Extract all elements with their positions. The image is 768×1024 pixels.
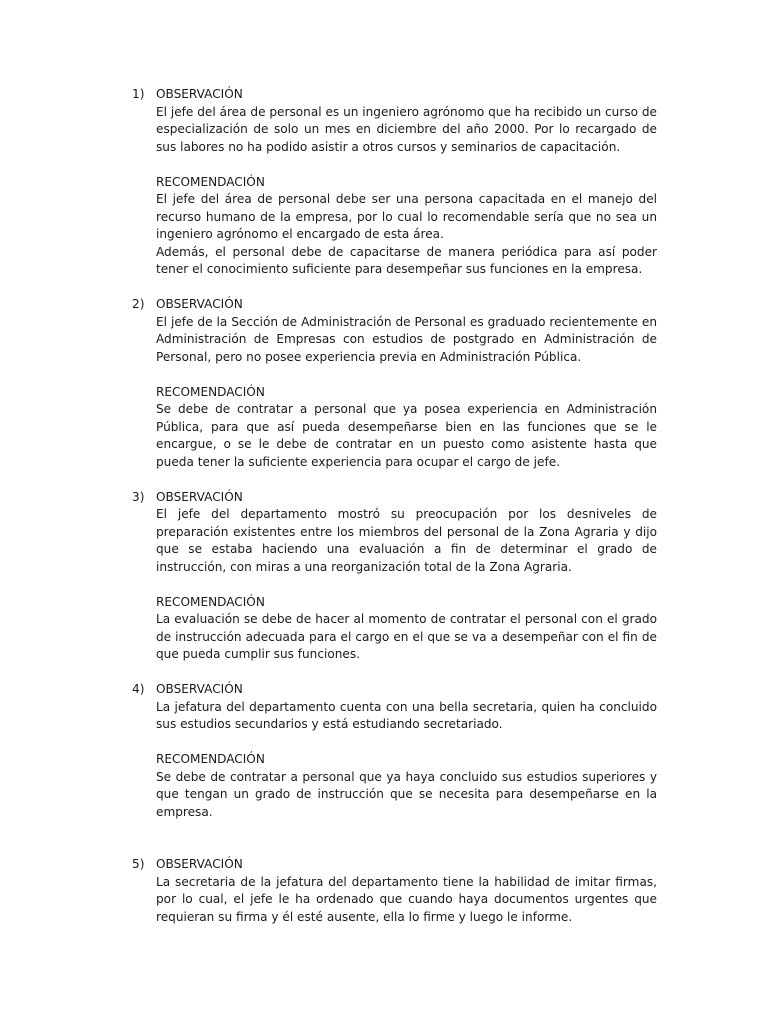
observation-heading: OBSERVACIÓN — [156, 87, 243, 101]
recommendation-heading: RECOMENDACIÓN — [156, 384, 265, 399]
recommendation-text: La evaluación se debe de hacer al momento de contratar el personal con el grado de instrucción adecuada para el cargo en el que se va a desempeñar con el fin de que pueda cumplir sus funciones. — [156, 612, 657, 661]
observation-heading: OBSERVACIÓN — [156, 489, 243, 504]
recommendation-text: El jefe del área de personal debe ser una persona capacitada en el manejo del recurso humano de la empresa, por lo cual lo recomendable sería que no sea un ingeniero agrónomo el encargado de esta área. — [156, 192, 657, 241]
observation-heading: OBSERVACIÓN — [156, 297, 243, 311]
item-number: 2) — [132, 297, 145, 311]
item-number: 1) — [132, 87, 145, 101]
recommendation-text: Se debe de contratar a personal que ya posea experiencia en Administración Pública, para que así pueda desempeñarse bien en las funciones que se le encargue, o se le debe de contratar en un puesto como asistente hasta que pueda tener la suficiente experiencia para ocupar el cargo de jefe. — [156, 402, 657, 469]
list-item-3 — [132, 489, 657, 664]
observation-text: La jefatura del departamento cuenta con una bella secretaria, quien ha concluido sus estudios secundarios y está estudiando secretariado. — [156, 699, 657, 731]
observation-text: El jefe del departamento mostró su preocupación por los desniveles de preparación existentes entre los miembros del personal de la Zona Agraria y dijo que se estaba haciendo una evaluación a fin de determinar el grado de instrucción, con miras a una reorganización total de la Zona Agraria. — [156, 507, 657, 574]
recommendation-text: Se debe de contratar a personal que ya haya concluido sus estudios superiores y que tengan un grado de instrucción que se necesita para desempeñarse en la empresa. — [156, 769, 657, 819]
recommendation-block — [156, 384, 657, 472]
recommendation-heading: RECOMENDACIÓN — [156, 594, 265, 609]
recommendation-block — [156, 594, 657, 664]
list-item-2 — [132, 296, 657, 471]
item-number: 3) — [132, 489, 145, 504]
item-number: 4) — [132, 682, 145, 696]
list-item-5 — [132, 856, 657, 926]
observation-block — [156, 86, 657, 156]
recommendation-heading: RECOMENDACIÓN — [156, 752, 265, 766]
item-number: 5) — [132, 857, 145, 871]
observation-block — [156, 296, 657, 366]
recommendation-heading: RECOMENDACIÓN — [156, 174, 265, 189]
list-item-4 — [132, 681, 657, 821]
recommendation-block — [156, 174, 657, 279]
observation-block — [156, 856, 657, 926]
recommendation-text: Además, el personal debe de capacitarse de manera periódica para así poder tener el conocimiento suficiente para desempeñar sus funciones en la empresa. — [156, 244, 657, 276]
observation-text: El jefe de la Sección de Administración de Personal es graduado recientemente en Administración de Empresas con estudios de postgrado en Administración de Personal, pero no posee experiencia previa en Administración Pública. — [156, 314, 657, 364]
observation-text: La secretaria de la jefatura del departamento tiene la habilidad de imitar firmas, por lo cual, el jefe le ha ordenado que cuando haya documentos urgentes que requieran su firma y él esté ausente, ella lo firme y luego le informe. — [156, 874, 657, 924]
recommendation-block — [156, 751, 657, 821]
observation-text: El jefe del área de personal es un ingeniero agrónomo que ha recibido un curso de especialización de solo un mes en diciembre del año 2000. Por lo recargado de sus labores no ha podido asistir a otros cursos y seminarios de capacitación. — [156, 104, 657, 154]
observation-heading: OBSERVACIÓN — [156, 857, 243, 871]
observation-heading: OBSERVACIÓN — [156, 682, 243, 696]
document-page — [0, 86, 768, 926]
list-item-1 — [132, 86, 657, 279]
observation-block — [156, 681, 657, 734]
observation-block — [156, 489, 657, 577]
